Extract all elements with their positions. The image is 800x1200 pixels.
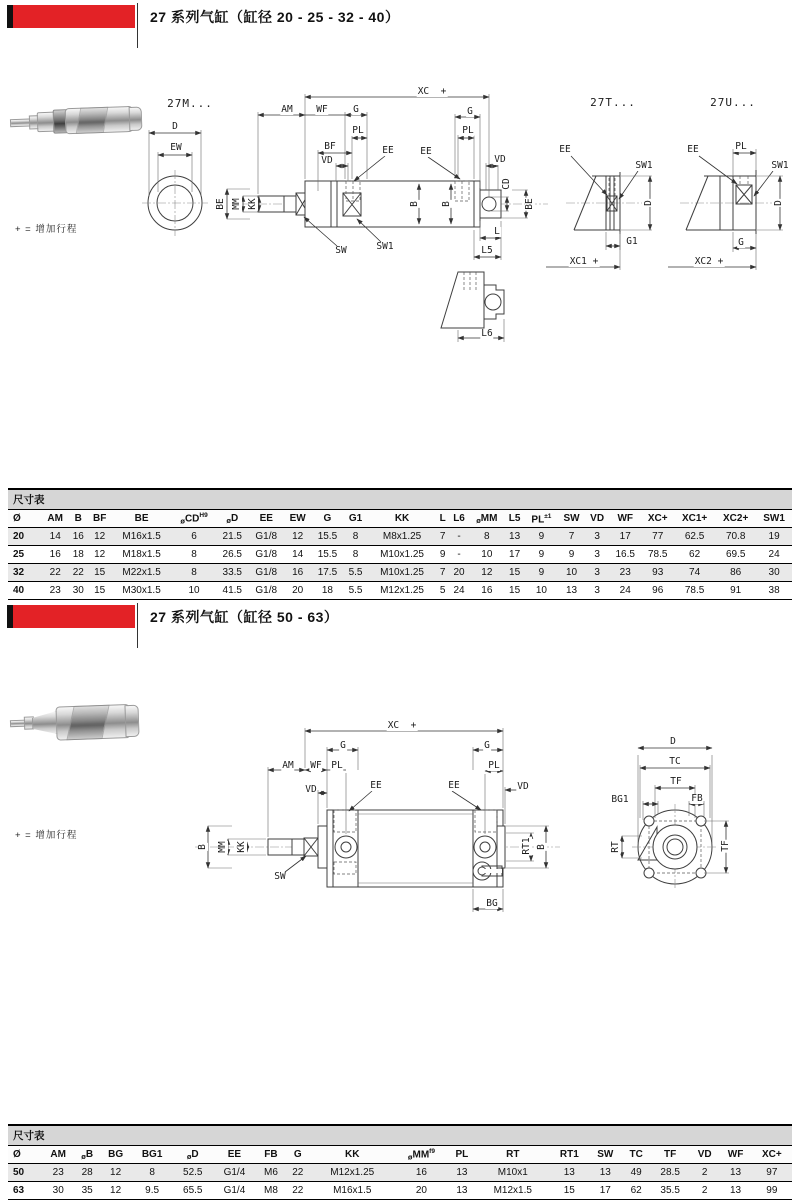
dim-value: 22 (42, 564, 68, 582)
dim-label: RT1 (521, 837, 533, 855)
dim-value: M16x1.5 (111, 528, 172, 546)
dim-value: 20 (449, 564, 470, 582)
dim-label: SW (335, 245, 347, 257)
dim-value: 15.5 (311, 546, 343, 564)
dim-value: 3 (585, 546, 609, 564)
dim-value: 13 (558, 582, 585, 600)
col-header-xc1+: XC1+ (674, 510, 715, 528)
dim-value: 3 (585, 582, 609, 600)
dim-value: 10 (469, 546, 504, 564)
dim-label: G (467, 106, 473, 118)
dim-label: 27U... (710, 96, 756, 110)
dim-value: 35.5 (650, 1182, 690, 1200)
dim-value: G1/4 (213, 1164, 257, 1182)
dim-label: PL (462, 125, 474, 137)
col-header-rt1: RT1 (550, 1146, 589, 1164)
col-header-pl: $PL^{\pm 1}$ (525, 510, 558, 528)
drawing-27-side-view (227, 94, 548, 260)
table-row (8, 546, 792, 564)
col-header-d: $_ø$D (216, 510, 248, 528)
dim-label: EE (420, 146, 432, 158)
dim-value: 13 (719, 1164, 751, 1182)
dim-value: G1/8 (248, 582, 284, 600)
col-header-vd: VD (690, 1146, 719, 1164)
col-header-xc+: XC+ (641, 510, 674, 528)
col-header-xc+: XC+ (752, 1146, 792, 1164)
dim-label: VD (321, 155, 333, 167)
bore-size: 20 (8, 528, 42, 546)
dim-label: TC (669, 756, 681, 768)
dim-label: D (643, 200, 655, 206)
dim-label: CD (501, 178, 513, 190)
bore-size: 40 (8, 582, 42, 600)
dim-value: 13 (719, 1182, 751, 1200)
dim-value: 18 (68, 546, 88, 564)
section2-red-bar (13, 605, 135, 628)
dim-value: 69.5 (715, 546, 756, 564)
dim-value: 17 (609, 528, 641, 546)
dim-value: 93 (641, 564, 674, 582)
dim-label: KK (247, 198, 259, 210)
dim-value: 21.5 (216, 528, 248, 546)
col-header-kk: KK (368, 510, 437, 528)
col-header-kk: KK (310, 1146, 395, 1164)
dim-label: G (738, 237, 744, 249)
col-header-mm: $_øMM^{f9}$ (395, 1146, 449, 1164)
product-photo-mini-cylinder (7, 101, 138, 140)
dim-label: EE (687, 144, 699, 156)
col-header-sw: SW (589, 1146, 622, 1164)
drawing-27t-view (546, 156, 655, 270)
col-header-xc2+: XC2+ (715, 510, 756, 528)
dim-label: L6 (481, 328, 493, 340)
dim-label: MM (231, 198, 243, 210)
dim-value: 19 (756, 528, 792, 546)
dim-value: 23 (42, 582, 68, 600)
col-header-bg1: BG1 (131, 1146, 173, 1164)
dim-value: 97 (752, 1164, 792, 1182)
dim-value: 9.5 (131, 1182, 173, 1200)
dim-label: B (409, 201, 421, 207)
col-header-tc: TC (622, 1146, 650, 1164)
drawing-27m-end-view (142, 130, 208, 236)
col-header-d: $_ø$D (173, 1146, 213, 1164)
dim-value: 52.5 (173, 1164, 213, 1182)
dim-value: 28.5 (650, 1164, 690, 1182)
dim-label: BG (486, 898, 498, 910)
dim-label: BE (524, 198, 536, 210)
dim-value: 30 (756, 564, 792, 582)
dim-value: M10x1.25 (368, 546, 437, 564)
dim-value: 77 (641, 528, 674, 546)
dim-value: 8 (172, 564, 216, 582)
dim-value: 22 (68, 564, 88, 582)
col-header-ew: EW (284, 510, 311, 528)
dim-label: L5 (481, 245, 493, 257)
dim-value: 16 (284, 564, 311, 582)
dim-value: 12 (100, 1182, 131, 1200)
dim-value: M8x1.25 (368, 528, 437, 546)
dim-value: 3 (585, 528, 609, 546)
dim-value: 15 (504, 582, 525, 600)
col-header-sw1: SW1 (756, 510, 792, 528)
dim-value: 8 (344, 528, 368, 546)
col-header-be: BE (111, 510, 172, 528)
dim-value: M10x1 (476, 1164, 551, 1182)
dim-label: PL (352, 125, 364, 137)
dim-label: WF (310, 760, 322, 772)
dim-value: 62 (674, 546, 715, 564)
dim-value: 14 (284, 546, 311, 564)
dim-value: 74 (674, 564, 715, 582)
dim-value: 16 (68, 528, 88, 546)
dim-label: AM (282, 760, 294, 772)
dim-value: 2 (690, 1182, 719, 1200)
dim-label: XC1 + (569, 256, 599, 268)
product-photo-large-cylinder (7, 698, 138, 747)
col-header-g: G (286, 1146, 310, 1164)
dim-value: - (449, 528, 470, 546)
dim-value: 15.5 (311, 528, 343, 546)
dim-value: 78.5 (641, 546, 674, 564)
col-header-wf: WF (609, 510, 641, 528)
dim-label: EE (559, 144, 571, 156)
dim-value: 28 (74, 1164, 100, 1182)
dim-value: 8 (131, 1164, 173, 1182)
dim-label: 27M... (167, 97, 213, 111)
col-header-ee: EE (213, 1146, 257, 1164)
section1-stroke-note: + = 增加行程 (15, 224, 78, 235)
dim-value: 9 (437, 546, 449, 564)
dim-label: EE (370, 780, 382, 792)
col-header-b: $_ø$B (74, 1146, 100, 1164)
dim-value: 26.5 (216, 546, 248, 564)
col-header-pl: PL (448, 1146, 475, 1164)
dim-value: 15 (550, 1182, 589, 1200)
dim-value: - (449, 546, 470, 564)
dim-label: 27T... (590, 96, 636, 110)
dim-value: 3 (585, 564, 609, 582)
dim-label: EW (170, 142, 182, 154)
dim-value: G1/8 (248, 546, 284, 564)
dim-label: EE (448, 780, 460, 792)
table-row (8, 528, 792, 546)
dim-value: 35 (74, 1182, 100, 1200)
dim-label: L (494, 226, 500, 238)
dim-label: D (172, 121, 178, 133)
section2-title: 27 系列气缸（缸径 50 - 63） (150, 609, 339, 625)
dim-label: XC2 + (694, 256, 724, 268)
dim-value: 16.5 (609, 546, 641, 564)
col-header-vd: VD (585, 510, 609, 528)
dim-value: 16 (42, 546, 68, 564)
dim-value: 24 (609, 582, 641, 600)
dim-value: M16x1.5 (310, 1182, 395, 1200)
dim-value: G1/8 (248, 564, 284, 582)
dim-value: 12 (100, 1164, 131, 1182)
col-header-ee: EE (248, 510, 284, 528)
dim-value: 15 (88, 564, 111, 582)
dim-value: 17.5 (311, 564, 343, 582)
col-header-g: G (311, 510, 343, 528)
dim-value: M12x1.5 (476, 1182, 551, 1200)
dim-label: EE (382, 145, 394, 157)
dim-value: 41.5 (216, 582, 248, 600)
dim-label: D (670, 736, 676, 748)
table-row (8, 564, 792, 582)
dim-value: 20 (395, 1182, 449, 1200)
col-header-rt: RT (476, 1146, 551, 1164)
dim-value: 12 (88, 528, 111, 546)
dim-value: 24 (449, 582, 470, 600)
dim-value: 91 (715, 582, 756, 600)
dim-label: AM (281, 104, 293, 116)
col-header-bf: BF (88, 510, 111, 528)
col-header-mm: $_ø$MM (469, 510, 504, 528)
bore-size: 25 (8, 546, 42, 564)
dim-value: 17 (504, 546, 525, 564)
dim-label: BE (215, 198, 227, 210)
dim-value: 10 (525, 582, 558, 600)
dim-value: 13 (589, 1164, 622, 1182)
dim-label: FB (691, 793, 703, 805)
dim-value: G1/4 (213, 1182, 257, 1200)
drawing-50-63-end-view (622, 748, 732, 890)
col-header-b: B (68, 510, 88, 528)
dim-value: 22 (286, 1164, 310, 1182)
dim-value: 23 (42, 1164, 74, 1182)
col-header-ø: Ø (8, 1146, 42, 1164)
dim-value: 33.5 (216, 564, 248, 582)
dim-label: PL (488, 760, 500, 772)
dim-value: 62.5 (674, 528, 715, 546)
drawing-l6-detail (441, 272, 504, 342)
col-header-l: L (437, 510, 449, 528)
dim-value: 10 (558, 564, 585, 582)
dim-label: G (353, 104, 359, 116)
col-header-am: AM (42, 1146, 74, 1164)
dim-value: 8 (344, 546, 368, 564)
dim-label: G (484, 740, 490, 752)
dim-label: SW1 (771, 160, 789, 172)
dim-label: WF (316, 104, 328, 116)
drawing-27u-view (668, 149, 783, 270)
dim-value: 15 (504, 564, 525, 582)
section2-dimension-table (8, 1124, 792, 1200)
section2-bar-rule (137, 603, 138, 648)
dim-value: 16 (469, 582, 504, 600)
dim-value: 13 (448, 1182, 475, 1200)
bore-size: 63 (8, 1182, 42, 1200)
dim-label: PL (735, 141, 747, 153)
bore-size: 32 (8, 564, 42, 582)
dim-label: B (197, 844, 209, 850)
dim-label: BF (324, 141, 336, 153)
dim-label: VD (305, 784, 317, 796)
dim-value: 5 (437, 582, 449, 600)
dim-value: 2 (690, 1164, 719, 1182)
dim-value: 15 (88, 582, 111, 600)
col-header-ø: Ø (8, 510, 42, 528)
table-row (8, 582, 792, 600)
dim-value: G1/8 (248, 528, 284, 546)
dim-label: SW (274, 871, 286, 883)
dim-label: D (773, 200, 785, 206)
col-header-fb: FB (256, 1146, 285, 1164)
dim-label: PL (331, 760, 343, 772)
dim-value: 16 (395, 1164, 449, 1182)
dim-label: VD (494, 154, 506, 166)
dim-value: 23 (609, 564, 641, 582)
bore-size: 50 (8, 1164, 42, 1182)
col-header-l6: L6 (449, 510, 470, 528)
col-header-cd: $_øCD^{H9}$ (172, 510, 216, 528)
dim-value: M18x1.5 (111, 546, 172, 564)
dim-value: M30x1.5 (111, 582, 172, 600)
dim-label: XC + (417, 86, 447, 98)
table-title: 尺寸表 (8, 489, 792, 510)
dim-value: 13 (448, 1164, 475, 1182)
dim-value: 20 (284, 582, 311, 600)
col-header-sw: SW (558, 510, 585, 528)
dim-value: 5.5 (344, 564, 368, 582)
dim-value: 24 (756, 546, 792, 564)
dim-value: 14 (42, 528, 68, 546)
dim-value: M12x1.25 (368, 582, 437, 600)
dim-value: 8 (469, 528, 504, 546)
dim-value: M22x1.5 (111, 564, 172, 582)
dim-label: MM (217, 841, 229, 853)
dim-label: G1 (626, 236, 638, 248)
dim-label: RT (610, 841, 622, 853)
dim-value: 22 (286, 1182, 310, 1200)
dim-value: 30 (42, 1182, 74, 1200)
col-header-wf: WF (719, 1146, 751, 1164)
dim-value: 13 (550, 1164, 589, 1182)
col-header-g1: G1 (344, 510, 368, 528)
dim-value: M6 (256, 1164, 285, 1182)
dim-value: 9 (525, 528, 558, 546)
dim-value: 49 (622, 1164, 650, 1182)
dim-value: 99 (752, 1182, 792, 1200)
table-row (8, 1182, 792, 1200)
dim-value: 30 (68, 582, 88, 600)
col-header-l5: L5 (504, 510, 525, 528)
dim-value: 12 (284, 528, 311, 546)
dim-value: 96 (641, 582, 674, 600)
dim-label: G (340, 740, 346, 752)
dim-label: TF (670, 776, 682, 788)
col-header-bg: BG (100, 1146, 131, 1164)
dim-label: B (441, 201, 453, 207)
dim-label: TF (720, 840, 732, 852)
dim-label: XC + (387, 720, 417, 732)
dim-label: KK (236, 841, 248, 853)
dim-value: 18 (311, 582, 343, 600)
dim-value: 12 (469, 564, 504, 582)
dim-value: 13 (504, 528, 525, 546)
dim-value: M8 (256, 1182, 285, 1200)
dim-label: B (536, 844, 548, 850)
dim-value: 6 (172, 528, 216, 546)
dim-value: 62 (622, 1182, 650, 1200)
dim-value: 86 (715, 564, 756, 582)
dim-value: M10x1.25 (368, 564, 437, 582)
dim-value: 38 (756, 582, 792, 600)
dim-value: 7 (437, 528, 449, 546)
dim-label: SW1 (376, 241, 394, 253)
dim-label: SW1 (635, 160, 653, 172)
dim-value: 70.8 (715, 528, 756, 546)
section2-stroke-note: + = 增加行程 (15, 830, 78, 841)
section1-red-bar (13, 5, 135, 28)
col-header-am: AM (42, 510, 68, 528)
dim-value: 78.5 (674, 582, 715, 600)
dim-value: 9 (525, 564, 558, 582)
section1-dimension-table (8, 488, 792, 600)
dim-value: 9 (558, 546, 585, 564)
dim-value: 12 (88, 546, 111, 564)
dim-value: 17 (589, 1182, 622, 1200)
dim-value: 7 (437, 564, 449, 582)
dim-value: M12x1.25 (310, 1164, 395, 1182)
section1-title: 27 系列气缸（缸径 20 - 25 - 32 - 40） (150, 9, 400, 25)
dim-value: 65.5 (173, 1182, 213, 1200)
dim-label: BG1 (611, 794, 629, 806)
table-title: 尺寸表 (8, 1125, 792, 1146)
drawing-50-63-side-view (195, 728, 560, 912)
dim-label: VD (517, 781, 529, 793)
col-header-tf: TF (650, 1146, 690, 1164)
section1-bar-rule (137, 3, 138, 48)
dim-value: 9 (525, 546, 558, 564)
dim-value: 7 (558, 528, 585, 546)
table-row (8, 1164, 792, 1182)
dim-value: 5.5 (344, 582, 368, 600)
dim-value: 10 (172, 582, 216, 600)
dim-value: 8 (172, 546, 216, 564)
